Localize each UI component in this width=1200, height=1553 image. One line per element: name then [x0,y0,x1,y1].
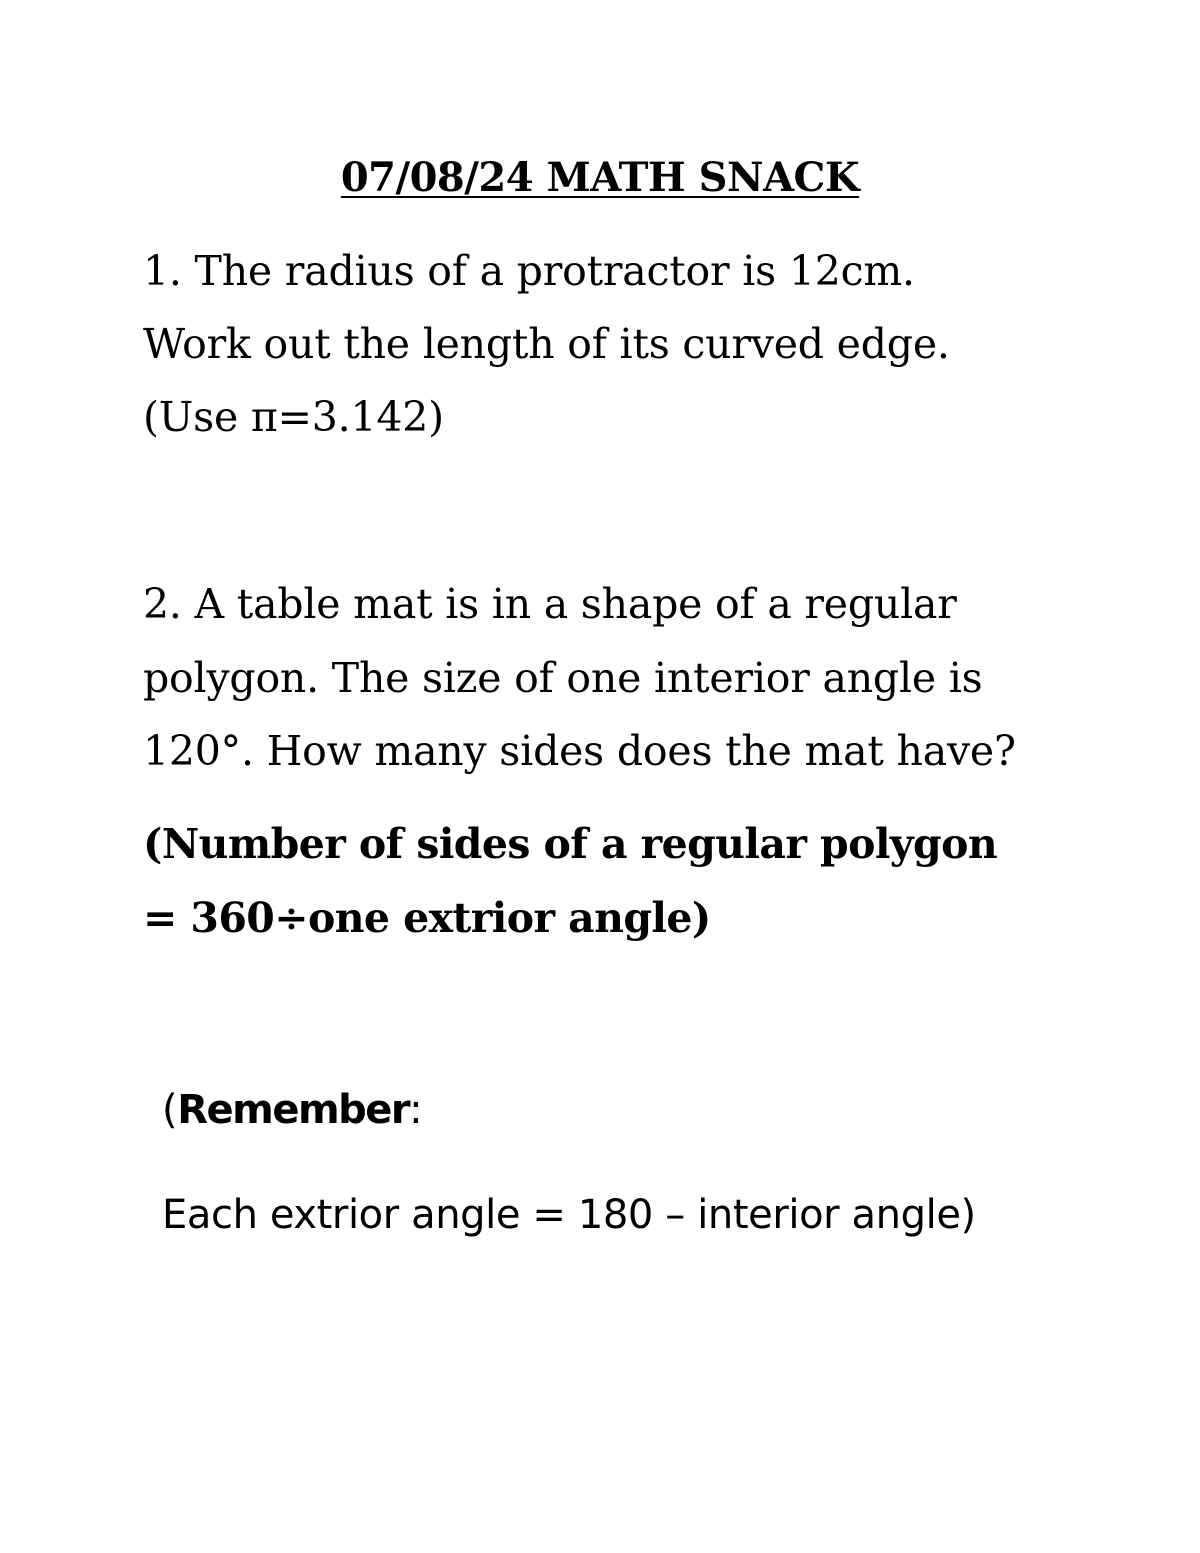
question-2-line-3: 120°. How many sides does the mat have? [143,727,1016,775]
reminder-label: Remember [177,1087,410,1133]
question-1-line-1: 1. The radius of a protractor is 12cm. [143,247,915,295]
reminder-colon: : [409,1087,423,1133]
question-2-line-1: 2. A table mat is in a shape of a regular [143,580,957,628]
reminder-body: Each extrior angle = 180 – interior angle) [162,1192,976,1238]
formula-line-1: (Number of sides of a regular polygon [143,820,998,868]
question-1-line-2: Work out the length of its curved edge. [143,320,950,368]
question-2-line-2: polygon. The size of one interior angle is [143,654,983,702]
formula-line-2: = 360÷one extrior angle) [143,894,711,942]
reminder-open-paren: ( [162,1087,178,1133]
reminder-heading [162,1082,422,1138]
page-title: 07/08/24 MATH SNACK [340,154,860,201]
question-1-line-3: (Use π=3.142) [143,393,444,441]
